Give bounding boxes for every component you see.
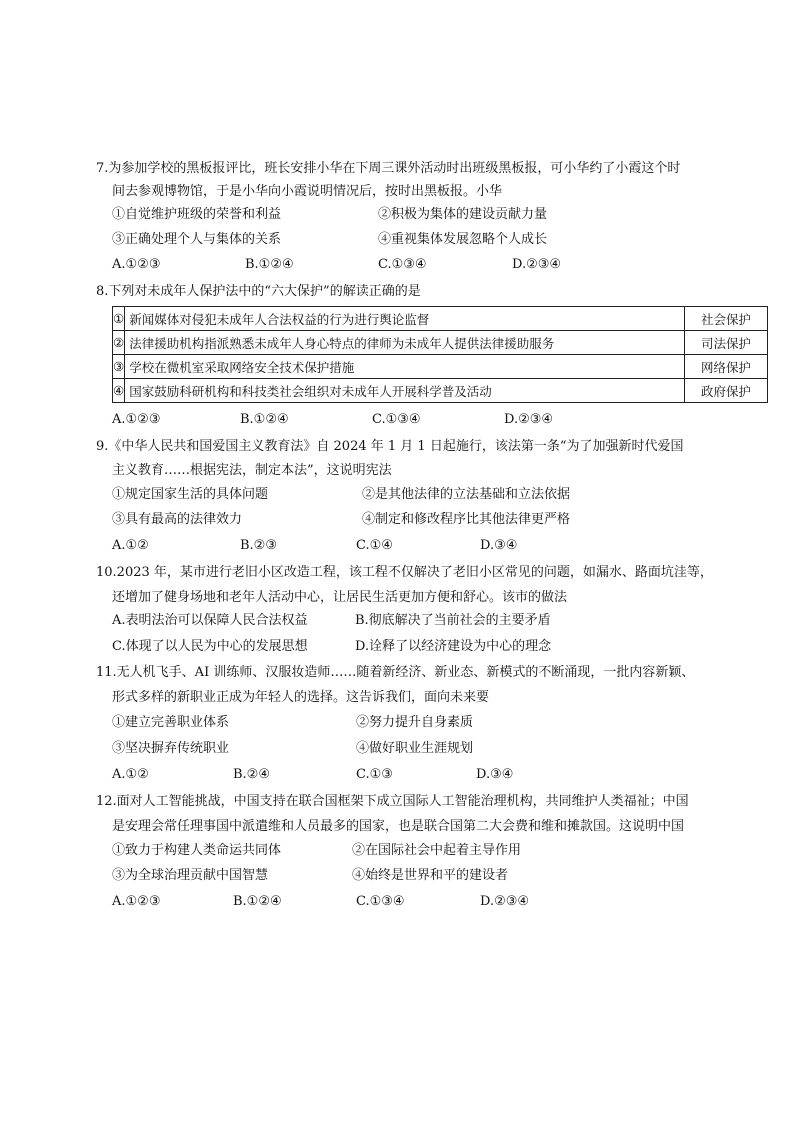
q11-choice-a: A.①② — [112, 767, 149, 782]
q12-option-2: ②在国际社会中起着主导作用 — [352, 843, 522, 858]
table-cell-text: 新闻媒体对侵犯未成年人合法权益的行为进行舆论监督 — [125, 307, 685, 331]
q8-choice-b: B.①②④ — [240, 412, 289, 427]
table-cell-number: ① — [113, 307, 125, 331]
q7-choice-b: B.①②④ — [245, 257, 294, 272]
table-cell-category: 网络保护 — [685, 355, 768, 379]
q7-choice-d: D.②③④ — [512, 257, 562, 272]
table-cell-category: 司法保护 — [685, 331, 768, 355]
q7-choice-a: A.①②③ — [112, 257, 161, 272]
q9-choice-a: A.①② — [112, 538, 149, 553]
q12-option-3: ③为全球治理贡献中国智慧 — [112, 868, 269, 883]
q8-choice-d: D.②③④ — [504, 412, 554, 427]
q9-choice-b: B.②③ — [240, 538, 277, 553]
q7-choice-c: C.①③④ — [378, 257, 427, 272]
q11-option-2: ②努力提升自身素质 — [356, 715, 474, 730]
q12-choice-b: B.①②④ — [233, 894, 282, 909]
q8-stem: 8.下列对未成年人保护法中的“六大保护”的解读正确的是 — [96, 284, 421, 299]
table-cell-category: 政府保护 — [685, 379, 768, 403]
q9-stem-line1: 9.《中华人民共和国爱国主义教育法》自 2024 年 1 月 1 日起施行，该法第一条“为了加强新时代爱国 — [96, 439, 684, 454]
q7-stem-line1: 7.为参加学校的黑板报评比，班长安排小华在下周三课外活动时出班级黑板报，可小华约了小霞这个时 — [96, 161, 681, 176]
q12-option-4: ④始终是世界和平的建设者 — [352, 868, 509, 883]
q11-stem-line1: 11.无人机飞手、AI 训练师、汉服妆造师……随着新经济、新业态、新模式的不断涌现，一批内容新颖、 — [96, 665, 695, 680]
q10-choice-a: A.表明法治可以保障人民合法权益 — [112, 613, 308, 628]
table-row — [113, 331, 768, 355]
q9-choice-d: D.③④ — [480, 538, 518, 553]
table-cell-category: 社会保护 — [685, 307, 768, 331]
q10-stem-line1: 10.2023 年，某市进行老旧小区改造工程，该工程不仅解决了老旧小区常见的问题，如漏水、路面坑洼等， — [96, 565, 713, 580]
q10-choice-c: C.体现了以人民为中心的发展思想 — [112, 639, 308, 654]
table-cell-number: ② — [113, 331, 125, 355]
q11-option-1: ①建立完善职业体系 — [112, 715, 230, 730]
q7-option-4: ④重视集体发展忽略个人成长 — [378, 232, 548, 247]
q12-choice-c: C.①③④ — [356, 894, 405, 909]
q10-stem-line2: 还增加了健身场地和老年人活动中心，让居民生活更加方便和舒心。该市的做法 — [112, 590, 568, 605]
table-cell-number: ④ — [113, 379, 125, 403]
q11-choice-b: B.②④ — [233, 767, 270, 782]
q9-choice-c: C.①④ — [356, 538, 393, 553]
q10-choice-b: B.彻底解决了当前社会的主要矛盾 — [355, 613, 551, 628]
table-cell-number: ③ — [113, 355, 125, 379]
q8-choice-c: C.①③④ — [372, 412, 421, 427]
q9-option-2: ②是其他法律的立法基础和立法依据 — [362, 487, 571, 502]
q11-option-4: ④做好职业生涯规划 — [356, 741, 474, 756]
q7-option-2: ②积极为集体的建设贡献力量 — [378, 207, 548, 222]
table-row — [113, 307, 768, 331]
q9-option-4: ④制定和修改程序比其他法律更严格 — [362, 512, 571, 527]
table-row — [113, 379, 768, 403]
q12-option-1: ①致力于构建人类命运共同体 — [112, 843, 282, 858]
q8-table — [112, 306, 768, 403]
q11-choice-d: D.③④ — [476, 767, 514, 782]
q9-option-3: ③具有最高的法律效力 — [112, 512, 243, 527]
q8-choice-a: A.①②③ — [112, 412, 161, 427]
q12-stem-line2: 是安理会常任理事国中派遣维和人员最多的国家，也是联合国第二大会费和维和摊款国。这说明中国 — [112, 819, 685, 834]
q12-choice-a: A.①②③ — [112, 894, 161, 909]
q12-choice-d: D.②③④ — [480, 894, 530, 909]
q7-option-1: ①自觉维护班级的荣誉和利益 — [112, 207, 282, 222]
q7-stem-line2: 间去参观博物馆，于是小华向小霞说明情况后，按时出黑板报。小华 — [112, 184, 503, 199]
q9-stem-line2: 主义教育……根据宪法，制定本法”，这说明宪法 — [112, 463, 392, 478]
q9-option-1: ①规定国家生活的具体问题 — [112, 487, 269, 502]
q12-stem-line1: 12.面对人工智能挑战，中国支持在联合国框架下成立国际人工智能治理机构，共同维护人类福祉；中国 — [96, 794, 689, 809]
q11-stem-line2: 形式多样的新职业正成为年轻人的选择。这告诉我们，面向未来要 — [112, 690, 490, 705]
q11-choice-c: C.①③ — [356, 767, 393, 782]
table-cell-text: 学校在微机室采取网络安全技术保护措施 — [125, 355, 685, 379]
q10-choice-d: D.诠释了以经济建设为中心的理念 — [355, 639, 552, 654]
table-cell-text: 国家鼓励科研机构和科技类社会组织对未成年人开展科学普及活动 — [125, 379, 685, 403]
q11-option-3: ③坚决摒弃传统职业 — [112, 741, 230, 756]
table-row — [113, 355, 768, 379]
q7-option-3: ③正确处理个人与集体的关系 — [112, 232, 282, 247]
table-cell-text: 法律援助机构指派熟悉未成年人身心特点的律师为未成年人提供法律援助服务 — [125, 331, 685, 355]
